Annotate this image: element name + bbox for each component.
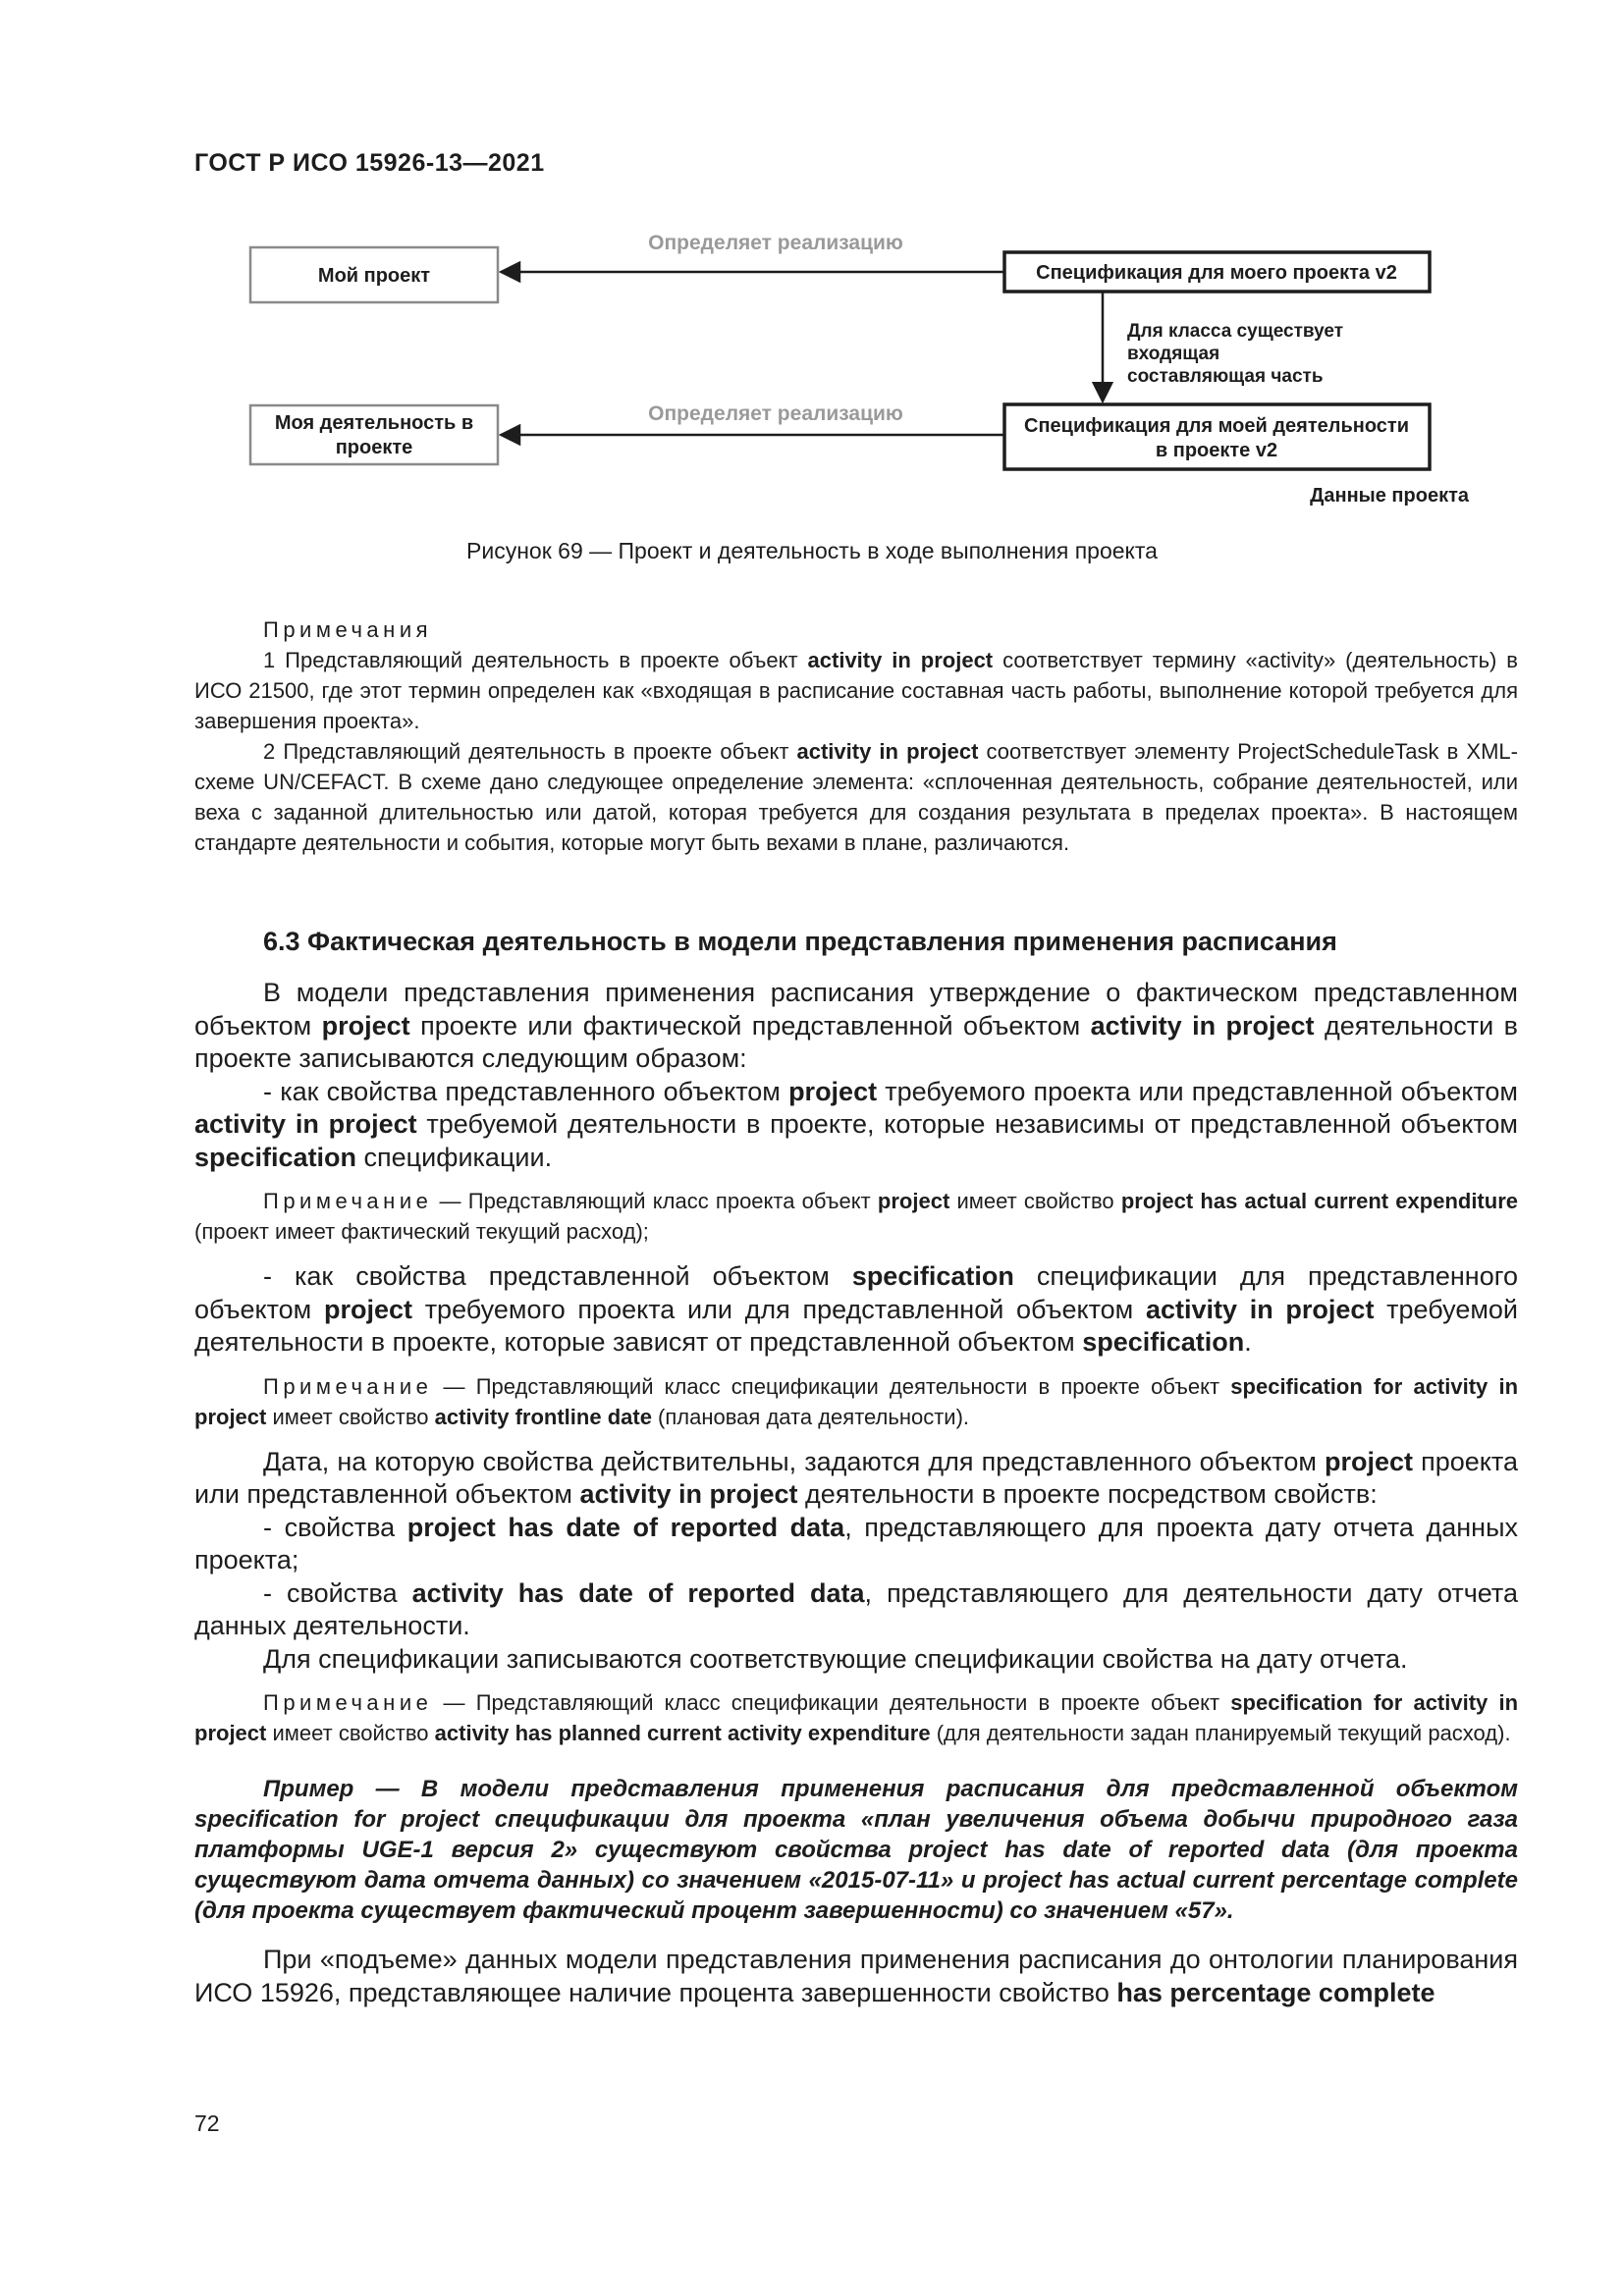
figure-caption: Рисунок 69 — Проект и деятельность в ходе выполнения проекта bbox=[466, 538, 1158, 563]
paragraph-8: При «подъеме» данных модели представления применения расписания до онтологии планирования ИСО 15926, представляющее наличие процента завершенности свойство has percentage complete bbox=[194, 1945, 1518, 2007]
page-number: 72 bbox=[194, 2110, 220, 2136]
document-header: ГОСТ Р ИСО 15926-13—2021 bbox=[194, 149, 545, 177]
paragraph-4: Дата, на которую свойства действительны, задаются для представленного объектом project проекта или представленной объектом activity in project деятельности в проекте посредством свойств: bbox=[194, 1446, 1519, 1509]
box-spec-activity-label-2: в проекте v2 bbox=[1155, 440, 1278, 461]
notes-heading: Примечания bbox=[263, 617, 433, 642]
section-6-3 bbox=[194, 927, 1518, 2009]
notes-block bbox=[194, 614, 1518, 858]
paragraph-5: - свойства project has date of reported data, представляющего для проекта дату отчета данных проекта; bbox=[194, 1512, 1518, 1575]
box-my-activity-label-1: Моя деятельность в bbox=[274, 412, 474, 434]
paragraph-7: Для спецификации записываются соответствующие спецификации свойства на дату отчета. bbox=[263, 1643, 1408, 1674]
section-title: 6.3 Фактическая деятельность в модели представления применения расписания bbox=[263, 927, 1337, 956]
note-2: 2 Представляющий деятельность в проекте объект activity in project соответствует элементу ProjectScheduleTask в XML-схеме UN/CEFACT. В схеме дано следующее определение элемента: «сплоченная деятельность, собрание деятельностей, или веха с заданной длительностью или датой, которая требуется для создания результата в пределах проекта». В настоящем стандарте деятельности и события, которые могут быть вехами в плане, различаются. bbox=[194, 739, 1518, 855]
box-spec-activity-label-1: Спецификация для моей деятельности bbox=[1024, 415, 1409, 437]
paragraph-2: - как свойства представленного объектом project требуемого проекта или представленной объектом activity in project требуемой деятельности в проекте, которые независимы от представленной объектом specification спецификации. bbox=[194, 1076, 1518, 1172]
arrow-top-label: Определяет реализацию bbox=[648, 232, 903, 254]
project-data-label: Данные проекта bbox=[1310, 485, 1469, 507]
example-block: Пример — В модели представления применения расписания для представленной объектом specification for project спецификации для проекта «план увеличения объема добычи природного газа платформы UGE-1 версия 2» существуют свойства project has date of reported data (для проекта существуют дата отчета данных) со значением «2015-07-11» и project has actual current percentage complete (для проекта существует фактический процент завершенности) со значением «57». bbox=[194, 1776, 1518, 1924]
arrow-bottom-label: Определяет реализацию bbox=[648, 402, 903, 425]
vertical-label-3: составляющая часть bbox=[1127, 366, 1324, 387]
vertical-label-2: входящая bbox=[1127, 344, 1220, 364]
note-planned-expenditure: Примечание — Представляющий класс спецификации деятельности в проекте объект specification for activity in project имеет свойство activity has planned current activity expenditure (для деятельности задан планируемый текущий расход). bbox=[194, 1690, 1519, 1745]
note-frontline-date: Примечание — Представляющий класс спецификации деятельности в проекте объект specification for activity in project имеет свойство activity frontline date (плановая дата деятельности). bbox=[194, 1373, 1519, 1429]
note-1: 1 Представляющий деятельность в проекте объект activity in project соответствует термину «activity» (деятельность) в ИСО 21500, где этот термин определен как «входящая в расписание составная часть работы, выполнение которой требуется для завершения проекта». bbox=[194, 648, 1518, 733]
note-project-expenditure: Примечание — Представляющий класс проекта объект project имеет свойство project has actual current expenditure (проект имеет фактический текущий расход); bbox=[194, 1189, 1518, 1244]
box-my-activity-label-2: проекте bbox=[335, 437, 413, 458]
paragraph-1: В модели представления применения расписания утверждение о фактическом представленном объектом project проекте или фактической представленной объектом activity in project деятельности в проекте записываются следующим образом: bbox=[194, 978, 1518, 1073]
paragraph-3: - как свойства представленной объектом specification спецификации для представленного объектом project требуемого проекта или для представленной объектом activity in project требуемой деятельности в проекте, которые зависят от представленной объектом specification. bbox=[194, 1261, 1519, 1357]
box-spec-project-label: Спецификация для моего проекта v2 bbox=[1036, 262, 1397, 284]
vertical-label-1: Для класса существует bbox=[1127, 321, 1344, 342]
paragraph-6: - свойства activity has date of reported data, представляющего для деятельности дату отчета данных деятельности. bbox=[194, 1577, 1518, 1640]
box-my-project-label: Мой проект bbox=[317, 265, 431, 287]
figure-69-diagram bbox=[0, 0, 1624, 550]
